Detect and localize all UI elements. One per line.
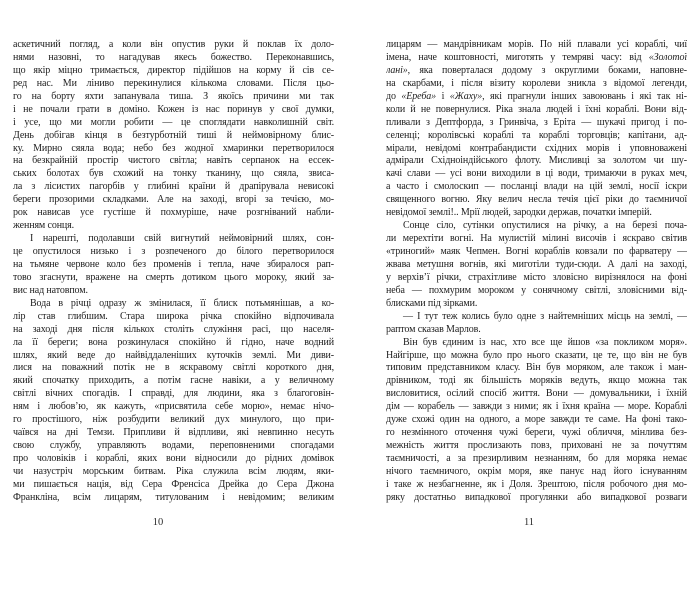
text-line: неба — похмурим мороком у сонячному світлі, зловісними від- xyxy=(386,284,687,296)
text-line: ли мерехтіти вогні. На мулистій мілині височів і яскраво світив xyxy=(386,233,687,245)
italic-text-segment: лані» xyxy=(386,64,408,76)
text-line: «триногий» маяк Чепмен. Вогні кораблів ковзали по фарватеру — xyxy=(386,246,687,257)
text-line: це опустилося низько і з розпеченого до білого перетворилося xyxy=(13,246,334,257)
text-line: дуже схожі один на одного, а море завжди те саме. На фоні тако- xyxy=(386,414,687,426)
text-line: нями назовні, то нагадував якесь божество. Переконавшись, xyxy=(13,51,334,63)
text-line: таємничості, а за презирливим незнанням, бо для моряка немає xyxy=(386,453,687,464)
text-line: у верхів’ї річки, страхітливе місто зловісно вирізнялося на фоні xyxy=(386,271,687,283)
text-line: качі слави — усі вони виходили в ці води, тримаючи в руках меч, xyxy=(386,168,687,180)
text-line: і таке ж незбагненне, як і Доля. Зрештою, після робочого дня мо- xyxy=(386,478,687,490)
text-line: ських болотах був схожий на тонку тканину, що сяяла, звиса- xyxy=(13,168,334,180)
text-line: невідомої землі!.. Мрії людей, зародки держав, початки імперій. xyxy=(386,207,652,219)
italic-text-segment: «Жаху» xyxy=(449,90,483,102)
text-line: лір став глибшим. Стара широка річка спокійно відпочивала xyxy=(13,310,334,322)
text-line: чаївся на дні Темзи. Припливи й відпливи, які невпинно несуть xyxy=(13,427,334,439)
text-line: День добігав кінця в безтурботній тиші й неймовірному блис- xyxy=(13,129,334,141)
text-line: лицарям — мандрівникам морів. По ній плавали усі кораблі, чиї xyxy=(386,39,687,50)
text-line: рок нависав усе густіше й похмуріше, наче розгніваний набли- xyxy=(13,207,334,219)
text-line: го на борту яхти запанувала тиша. З якоїсь причини ми так xyxy=(13,90,334,102)
text-line: шлях, який веде до найвіддаленіших куточків землі. Ми диви- xyxy=(13,349,334,361)
text-line xyxy=(386,52,687,65)
page-text xyxy=(13,39,334,505)
text-line: ми пишається нація, від Сера Френсіса Дрейка до Сера Джона xyxy=(13,478,334,490)
text-line: го незмінного оточення чужі береги, чужі обличчя, мінлива без- xyxy=(386,427,687,439)
text-line: дрівником, тоді як більшість моряків ведуть, якщо можна так xyxy=(386,375,687,387)
text-line: нічого таємничого, окрім моря, яке панує над його існуванням xyxy=(386,465,687,477)
text-line: ред нас. Ми ліниво перекинулися кількома словами. Після цьо- xyxy=(13,77,334,89)
text-line: типовим представником класу. Він був моряком, але також і ман- xyxy=(386,362,687,374)
text-line: женням сонця. xyxy=(13,220,75,232)
text-line: межність життя прослизають повз, приховані не за почуттям xyxy=(386,440,687,452)
text-line: свою службу, управляють водами, переповненими спогадами xyxy=(13,440,334,452)
text-segment: до xyxy=(386,90,402,102)
text-line: і усе, що ми могли робити — це споглядати навколишній світ. xyxy=(13,116,334,128)
text-line: Вода в річці одразу ж змінилася, її блиск потьмянішав, а ко- xyxy=(30,297,334,309)
text-line: лися на поважний потік не в яскравому світлі короткого дня, xyxy=(13,362,334,374)
text-line: світлі вічних спогадів. І справді, для людини, яка з благоговін- xyxy=(13,388,334,400)
text-line: ла з лісистих пагорбів у глибині країни й драпірувала невисокі xyxy=(13,181,334,193)
text-segment: , які прагнули інших завоювань і які так ні- xyxy=(482,90,687,102)
text-line: який спочатку приходить, а потім гасне навіки, а у величному xyxy=(13,375,334,387)
text-line: і не почали грати в доміно. Кожен із нас поринув у свої думки, xyxy=(13,103,334,115)
text-line: мірали, невідомі контрабандисти східних морів і уповноважені xyxy=(386,142,687,154)
text-line: ням і любов’ю, як кажуть, «присвятила себе морю», немає нічо- xyxy=(13,401,334,413)
text-line: на тьмяне червоне коло без променів і тепла, наче збиралося рап- xyxy=(13,258,334,270)
text-line: Найгірше, що можна було про нього сказати, це те, що він не був xyxy=(386,349,687,361)
text-line: раптом сказав Марлов. xyxy=(386,323,481,335)
text-line: жвава метушня вогнів, які миготіли туди-сюди. А далі на заході, xyxy=(386,258,687,270)
text-line: чи назустріч морським битвам. Ріка служила всім людям, яки- xyxy=(13,465,334,477)
text-segment: і xyxy=(436,90,450,102)
text-line: на безкрайній простір чистого світла; навіть серпанок на ессек- xyxy=(13,155,334,167)
text-line: священного вогню. Яку велич несла течія цієї ріки до таємничої xyxy=(386,194,687,206)
text-line: береги прозорими складками. Але на заході, вгорі за течією, мо- xyxy=(13,194,334,206)
page-number: 10 xyxy=(152,517,164,528)
text-line: ряку достатньо випадкової прогулянки або випадкової розваги xyxy=(386,491,687,503)
text-segment: імена, наче коштовності, миготять у темряві часу: від xyxy=(386,51,649,63)
text-line: ла її береги; вона розкинулася спокійно й гідно, наче водний xyxy=(13,336,334,348)
text-line: дім — корабель — завжди з ними; як і їхня країна — море. Кораблі xyxy=(386,401,687,413)
text-line: селенці; королівські кораблі та кораблі торговців; капітани, ад- xyxy=(386,129,687,141)
text-line: блисками під зірками. xyxy=(386,297,478,309)
text-line: тово згаснути, вражене на смерть дотиком цього мороку, який за- xyxy=(13,271,334,283)
text-line: висловитися, осілий спосіб життя. Вони — домувальники, і їхній xyxy=(386,388,687,400)
text-line: І нарешті, подолавши свій вигнутий неймовірний шлях, сон- xyxy=(30,233,334,245)
text-line: на заході дня після кількох століть служіння расі, що населя- xyxy=(13,323,334,335)
page-text xyxy=(386,39,687,505)
text-line xyxy=(386,65,687,78)
text-line: аскетичний погляд, а коли він опустив руки й поклав їх доло- xyxy=(13,39,334,50)
text-line: Сонце сіло, сутінки опустилися на річку, а на березі поча- xyxy=(403,220,687,232)
text-line: коли й не повернулися. Ріка знала людей і їхні кораблі. Вони від- xyxy=(386,103,687,115)
text-line: про чоловіків і кораблі, яких вони відносили до рідних домівок xyxy=(13,453,334,464)
text-line xyxy=(386,91,687,104)
text-segment: , яка поверталася додому з округлими боками, наповне- xyxy=(407,64,687,76)
italic-text-segment: «Ереба» xyxy=(401,90,437,102)
text-line: на скарбами, і після візиту королеви зникла з відомої легенди, xyxy=(386,77,687,89)
text-line: а часто і смолоскип — посланці влади на цій землі, носії іскри xyxy=(386,181,687,193)
text-line: го простішого, ніж розбудити великий дух минулого, що при- xyxy=(13,414,334,426)
text-line: Франкліна, всім лицарям, титулованим і невідомим; великим xyxy=(13,491,334,503)
text-line: вис над натовпом. xyxy=(13,284,88,296)
text-line: ку. Мирно сяяла вода; небо без жодної хмаринки перетворилося xyxy=(13,142,334,154)
text-line: пливали з Дептфорда, з Гринвіча, з Еріта — шукачі пригод і по- xyxy=(386,116,687,128)
text-line: що якір міцно тримається, директор підійшов на корму й сів се- xyxy=(13,64,334,76)
text-line: адмірали Східноіндійського флоту. Мисливці за золотом чи шу- xyxy=(386,155,687,167)
page-number: 11 xyxy=(523,517,535,528)
text-line: Він був єдиним із нас, хто все ще йшов «за покликом моря». xyxy=(403,336,687,348)
text-line: — І тут теж колись було одне з найтемніших місць на землі, — xyxy=(403,310,687,322)
italic-text-segment: «Золотої xyxy=(648,51,687,63)
